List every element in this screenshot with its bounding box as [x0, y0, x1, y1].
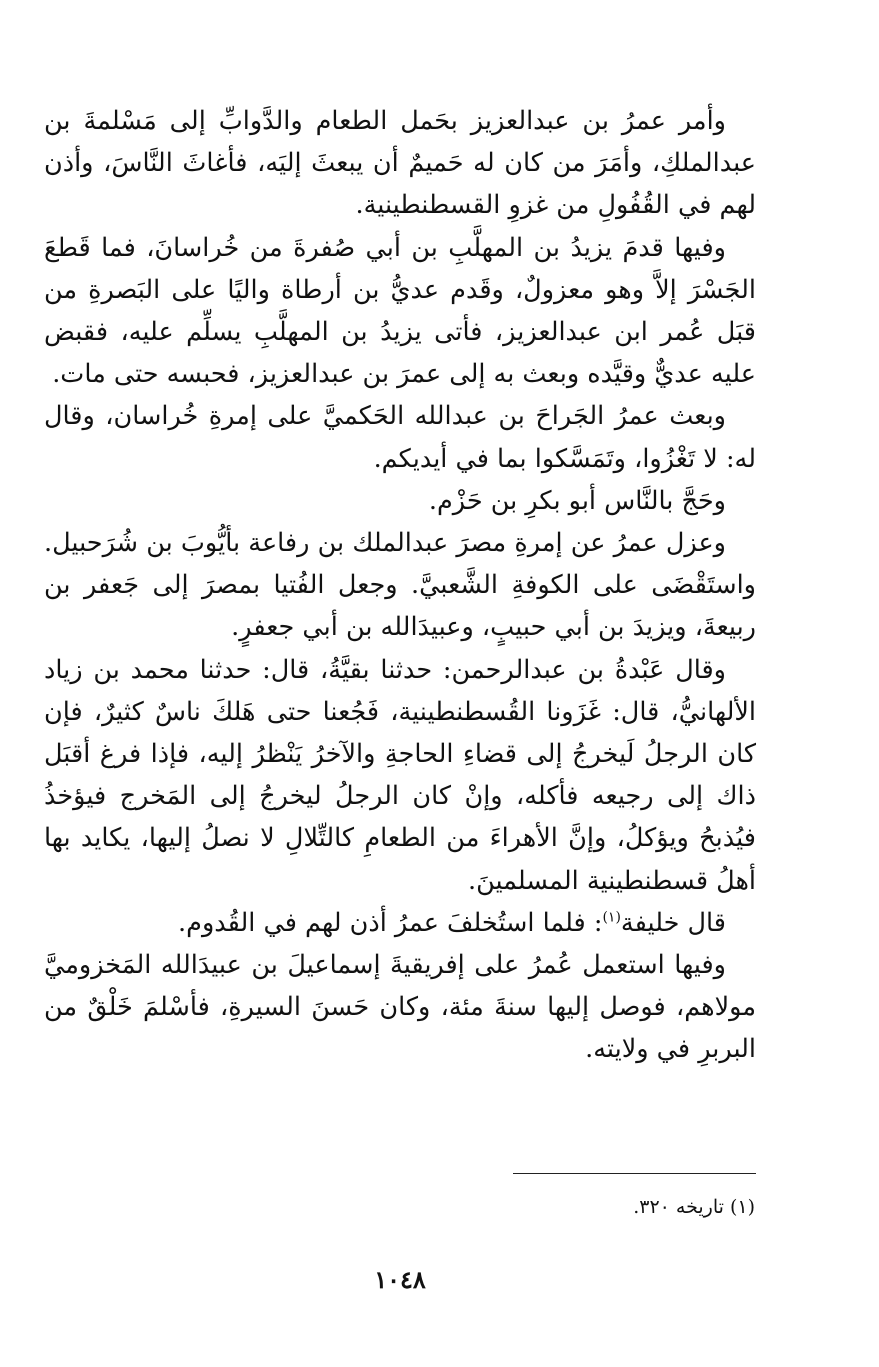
paragraph-abda-narration: وقال عَبْدةُ بن عبدالرحمن: حدثنا بقيَّةُ، قال: حدثنا محمد بن زياد الألهانيُّ، قال: غَزَونا القُسطنطينية، فَجُعنا حتى هَلكَ ناسٌ كثيرٌ، فإن كان الرجلُ لَيخرجُ إلى قضاءِ الحاجةِ والآخرُ يَنْظرُ إليه، فإذا فرغ أقبَل ذاك إلى رجيعه فأكله، وإنْ كان الرجلُ ليخرجُ إلى المَخرج فيؤخذُ فيُذبحُ ويؤكلُ، وإنَّ الأهراءَ من الطعامِ كالتِّلالِ لا نصلُ إليها، يكايد بها أهلُ قسطنطينية المسلمينَ.: [44, 654, 756, 896]
paragraph-hajj-leader: وحَجَّ بالنَّاس أبو بكرِ بن حَزْم.: [428, 485, 726, 516]
paragraph-maslama-relief: وأمر عمرُ بن عبدالعزيز بحَمل الطعام والدَّوابِّ إلى مَسْلمةَ بن عبدالملكِ، وأمَرَ من كان له حَميمٌ أن يبعثَ إليَه، فأغاثَ النَّاسَ، وأذن لهم في القُفُولِ من غزوِ القسطنطينية.: [44, 106, 756, 221]
footnote: (١) تاريخه ٣٢٠.: [633, 1196, 755, 1218]
paragraph-khalifa-quote: [44, 902, 756, 944]
paragraph-jarrah-khurasan: وبعث عمرُ الجَراحَ بن عبدالله الحَكميَّ على إمرةِ خُراسان، وقال له: لا تَغْزُوا، وتَمَسَّكوا بما في أيديكم.: [44, 401, 756, 474]
khalifa-after: : فلما استُخلفَ عمرُ أذن لهم في القُدوم.: [178, 907, 603, 938]
footnote-reference: (١): [602, 909, 621, 926]
footnote-divider: [513, 1173, 756, 1174]
page-number: ١٠٤٨: [374, 1265, 426, 1294]
paragraph-egypt-appointments: وعزل عمرُ عن إمرةِ مصرَ عبدالملك بن رفاعة بأيُّوبَ بن شُرَحبيل. واستَقْضَى على الكوفةِ الشَّعبيَّ. وجعل الفُتيا بمصرَ إلى جَعفر بن ربيعةَ، ويزيدَ بن أبي حبيبٍ، وعبيدَالله بن أبي جعفرٍ.: [44, 528, 756, 643]
khalifa-before: قال خليفة: [620, 907, 726, 938]
main-text: [44, 100, 756, 1071]
paragraph-yazid-muhallab: وفيها قدمَ يزيدُ بن المهلَّبِ بن أبي صُفرةَ من خُراسانَ، فما قَطعَ الجَسْرَ إلاَّ وهو معزولٌ، وقَدم عديُّ بن أرطاة واليًا على البَصرةِ من قبَل عُمر ابن عبدالعزيز، فأتى يزيدُ بن المهلَّبِ يسلِّم عليه، فقبض عليه عديٌّ وقيَّده وبعث به إلى عمرَ بن عبدالعزيز، فحبسه حتى مات.: [44, 232, 756, 390]
paragraph-ifriqiya-governor: وفيها استعمل عُمرُ على إفريقيةَ إسماعيلَ بن عبيدَالله المَخزوميَّ مولاهم، فوصل إليها سنةَ مئة، وكان حَسنَ السيرةِ، فأسْلمَ خَلْقٌ من البربرِ في ولايته.: [44, 950, 756, 1065]
